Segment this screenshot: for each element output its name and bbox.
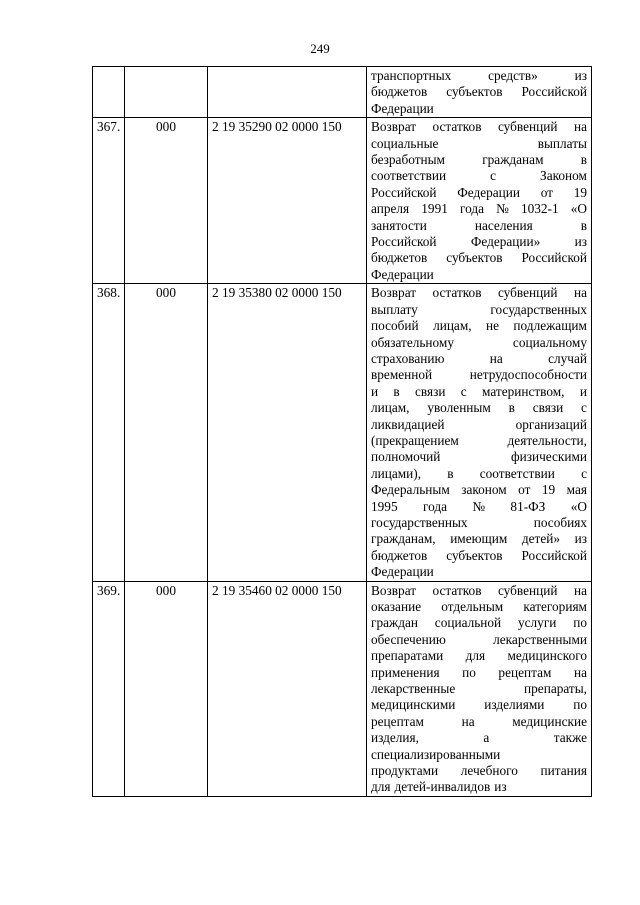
- revenue-name-cell: [367, 581, 592, 796]
- admin-code-cell: [125, 67, 208, 118]
- revenue-name-line: временной нетрудоспособности: [371, 367, 587, 383]
- revenue-name-line: полномочий физическими: [371, 449, 587, 465]
- table-row: [93, 118, 592, 284]
- revenue-name-line: апреля 1991 года № 1032-1 «О: [371, 201, 587, 217]
- revenue-name-line: гражданам, имеющим детей» из: [371, 531, 587, 547]
- revenue-name-line: Возврат остатков субвенций на: [371, 285, 587, 301]
- admin-code-cell: 000: [125, 581, 208, 796]
- revenue-name-line: ликвидацией организаций: [371, 416, 587, 432]
- revenue-name-line: бюджетов субъектов Российской: [371, 547, 587, 563]
- revenue-name-cell: [367, 118, 592, 284]
- page-number: 249: [310, 41, 330, 56]
- revenue-name-line: препаратами для медицинского: [371, 648, 587, 664]
- revenue-name-line: лицами), в соответствии с: [371, 465, 587, 481]
- revenue-name-cell: [367, 284, 592, 581]
- revenue-name-line: государственных пособиях: [371, 514, 587, 530]
- revenue-name-line: выплату государственных: [371, 301, 587, 317]
- revenue-name-line: бюджетов субъектов Российской: [371, 84, 587, 100]
- revenue-name-line: для детей-инвалидов из: [371, 779, 507, 795]
- revenue-name-line: обеспечению лекарственными: [371, 631, 587, 647]
- row-number-cell: [93, 67, 125, 118]
- revenue-name-line: страхованию на случай: [371, 350, 587, 366]
- revenue-name-line: медицинскими изделиями по: [371, 697, 587, 713]
- revenue-name-line: безработным гражданам в: [371, 152, 587, 168]
- row-number-cell: 369.: [93, 581, 125, 796]
- revenue-name-line: занятости населения в: [371, 217, 587, 233]
- admin-code-cell: 000: [125, 284, 208, 581]
- revenue-name-line: транспортных средств» из: [371, 68, 587, 83]
- revenue-name-line: лекарственные препараты,: [371, 681, 587, 697]
- revenue-name-line: Федерации: [371, 266, 434, 282]
- revenue-name-cell: [367, 67, 592, 118]
- revenue-name-line: Российской Федерации от 19: [371, 184, 587, 200]
- revenue-name-line: применения по рецептам на: [371, 664, 587, 680]
- revenue-name-line: (прекращением деятельности,: [371, 432, 587, 448]
- revenue-name-line: обязательному социальному: [371, 334, 587, 350]
- revenue-name-line: Федерации: [371, 100, 434, 116]
- table-row: [93, 284, 592, 581]
- budget-classification-code-cell: [208, 67, 367, 118]
- row-number-cell: 367.: [93, 118, 125, 284]
- revenue-name-line: пособий лицам, не подлежащим: [371, 318, 587, 334]
- revenue-name-line: Российской Федерации» из: [371, 234, 587, 250]
- revenue-name-line: и в связи с материнством, и: [371, 383, 587, 399]
- budget-classification-code-cell: 2 19 35460 02 0000 150: [208, 581, 367, 796]
- budget-codes-table: [92, 66, 592, 797]
- table-body: [93, 67, 592, 797]
- revenue-name-line: Федерации: [371, 564, 434, 580]
- revenue-name-line: Федеральным законом от 19 мая: [371, 482, 587, 498]
- revenue-name-line: 1995 года № 81-ФЗ «О: [371, 498, 587, 514]
- revenue-name-line: изделия, а также: [371, 730, 587, 746]
- budget-classification-code-cell: 2 19 35290 02 0000 150: [208, 118, 367, 284]
- revenue-name-line: соответствии с Законом: [371, 168, 587, 184]
- revenue-name-line: бюджетов субъектов Российской: [371, 250, 587, 266]
- table-row: [93, 581, 592, 796]
- revenue-name-line: Возврат остатков субвенций на: [371, 119, 587, 135]
- table-row: [93, 67, 592, 118]
- revenue-name-line: граждан социальной услуги по: [371, 615, 587, 631]
- revenue-name-line: специализированными: [371, 746, 501, 762]
- revenue-name-line: социальные выплаты: [371, 135, 587, 151]
- revenue-name-line: рецептам на медицинские: [371, 713, 587, 729]
- revenue-name-line: лицам, уволенным в связи с: [371, 400, 587, 416]
- revenue-name-line: Возврат остатков субвенций на: [371, 582, 587, 598]
- budget-classification-code-cell: 2 19 35380 02 0000 150: [208, 284, 367, 581]
- revenue-name-line: оказание отдельным категориям: [371, 599, 587, 614]
- revenue-name-line: продуктами лечебного питания: [371, 763, 587, 779]
- admin-code-cell: 000: [125, 118, 208, 284]
- row-number-cell: 368.: [93, 284, 125, 581]
